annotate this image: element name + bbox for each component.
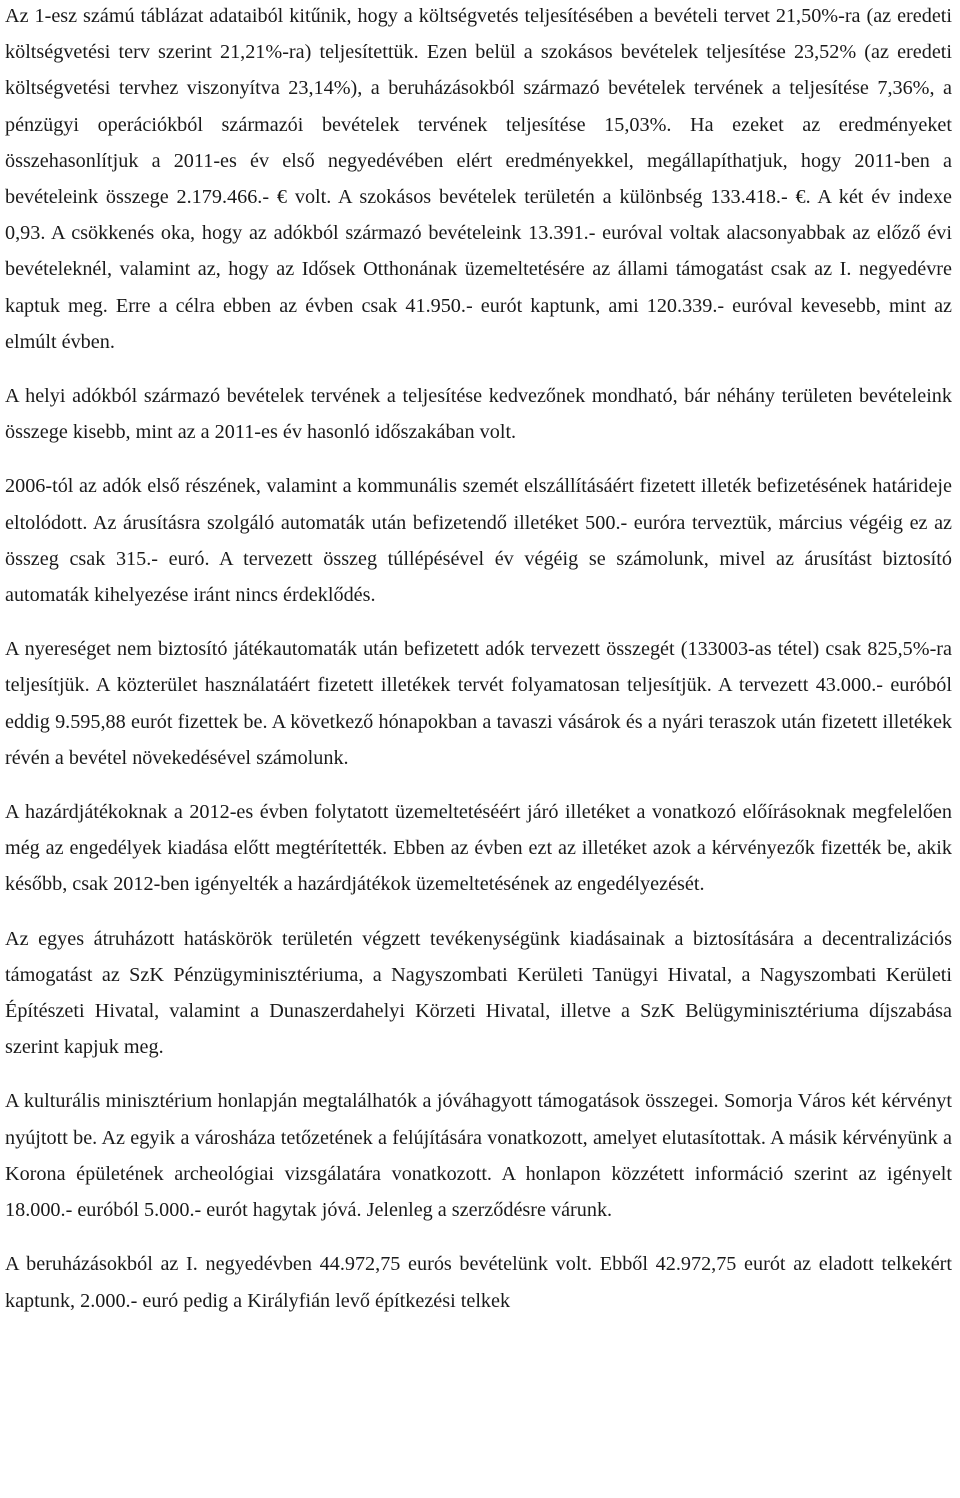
paragraph-investment-revenue: A beruházásokból az I. negyedévben 44.972,75 eurós bevételünk volt. Ebből 42.972,75 eurót az eladott telkekért kaptunk, 2.000.- euró pedig a Királyfián levő építkezési telkek: [5, 1253, 952, 1312]
paragraph-gaming-machines: A nyereséget nem biztosító játékautomaták után befizetett adók tervezett összegét (133003-as tétel) csak 825,5%-ra teljesítjük. A közterület használatáért fizetett illetékek tervét folyamatosan teljesítjük. A tervezett 43.000.- euróból eddig 9.595,88 eurót fizettek be. A következő hónapokban a tavaszi vásárok és a nyári teraszok után fizetett illetékek révén a bevétel növekedésével számolunk.: [5, 638, 952, 769]
paragraph-budget-revenue-summary: Az 1-esz számú táblázat adataiból kitűnik, hogy a költségvetés teljesítésében a bevételi tervet 21,50%-ra (az eredeti költségvetési terv szerint 21,21%-ra) teljesítettük. Ezen belül a szokásos bevételek teljesítése 23,52% (az eredeti költségvetési tervhez viszonyítva 23,14%), a beruházásokból származó bevételek tervének a teljesítése 7,36%, a pénzügyi operációkból származói bevételek tervének teljesítése 15,03%. Ha ezeket az eredményeket összehasonlítjuk a 2011-es év első negyedévében elért eredményekkel, megállapíthatjuk, hogy 2011-ben a bevételeink összege 2.179.466.- € volt. A szokásos bevételek területén a különbség 133.418.- €. A két év indexe 0,93. A csökkenés oka, hogy az adókból származó bevételeink 13.391.- euróval voltak alacsonyabbak az előző évi bevételeknél, valamint az, hogy az Idősek Otthonának üzemeltetésére az állami támogatást csak az I. negyedévre kaptuk meg. Erre a célra ebben az évben csak 41.950.- eurót kaptunk, ami 120.339.- euróval kevesebb, mint az elmúlt évben.: [5, 5, 952, 353]
paragraph-delegated-competences: Az egyes átruházott hatáskörök területén végzett tevékenységünk kiadásainak a biztosítására a decentralizációs támogatást az SzK Pénzügyminisztériuma, a Nagyszombati Kerületi Tanügyi Hivatal, a Nagyszombati Kerületi Építészeti Hivatal, valamint a Dunaszerdahelyi Körzeti Hivatal, illetve a SzK Belügyminisztériuma díjszabása szerint kapjuk meg.: [5, 927, 952, 1059]
paragraph-tax-deadlines: 2006-tól az adók első részének, valamint a kommunális szemét elszállításáért fizetett illeték befizetésének határideje eltolódott. Az árusításra szolgáló automaták után befizetendő illetéket 500.- euróra terveztük, március végéig ez az összeg csak 315.- euró. A tervezett összeg túllépésével év végéig se számolunk, mivel az árusítást biztosító automaták kihelyezése iránt nincs érdeklődés.: [5, 475, 952, 607]
paragraph-gambling-fees: A hazárdjátékoknak a 2012-es évben folytatott üzemeltetéséért járó illetéket a vonatkozó előírásoknak megfelelően még az engedélyek kiadása előtt megtérítették. Ebben az évben ezt az illetéket azok a kérvényezők fizették be, akik később, csak 2012-ben igényelték a hazárdjátékok üzemeltetésének az engedélyezését.: [5, 801, 952, 896]
paragraph-culture-ministry-grants: A kulturális minisztérium honlapján megtalálhatók a jóváhagyott támogatások összegei. Somorja Város két kérvényt nyújtott be. Az egyik a városháza tetőzetének a felújítására vonatkozott, amelyet elutasítottak. A másik kérvényünk a Korona épületének archeológiai vizsgálatára vonatkozott. A honlapon közzétett információ szerint az igényelt 18.000.- euróból 5.000.- eurót hagytak jóvá. Jelenleg a szerződésre várunk.: [5, 1090, 952, 1222]
paragraph-local-tax-revenue: A helyi adókból származó bevételek tervének a teljesítése kedvezőnek mondható, bár néhány területen bevételeink összege kisebb, mint az a 2011-es év hasonló időszakában volt.: [5, 385, 952, 444]
